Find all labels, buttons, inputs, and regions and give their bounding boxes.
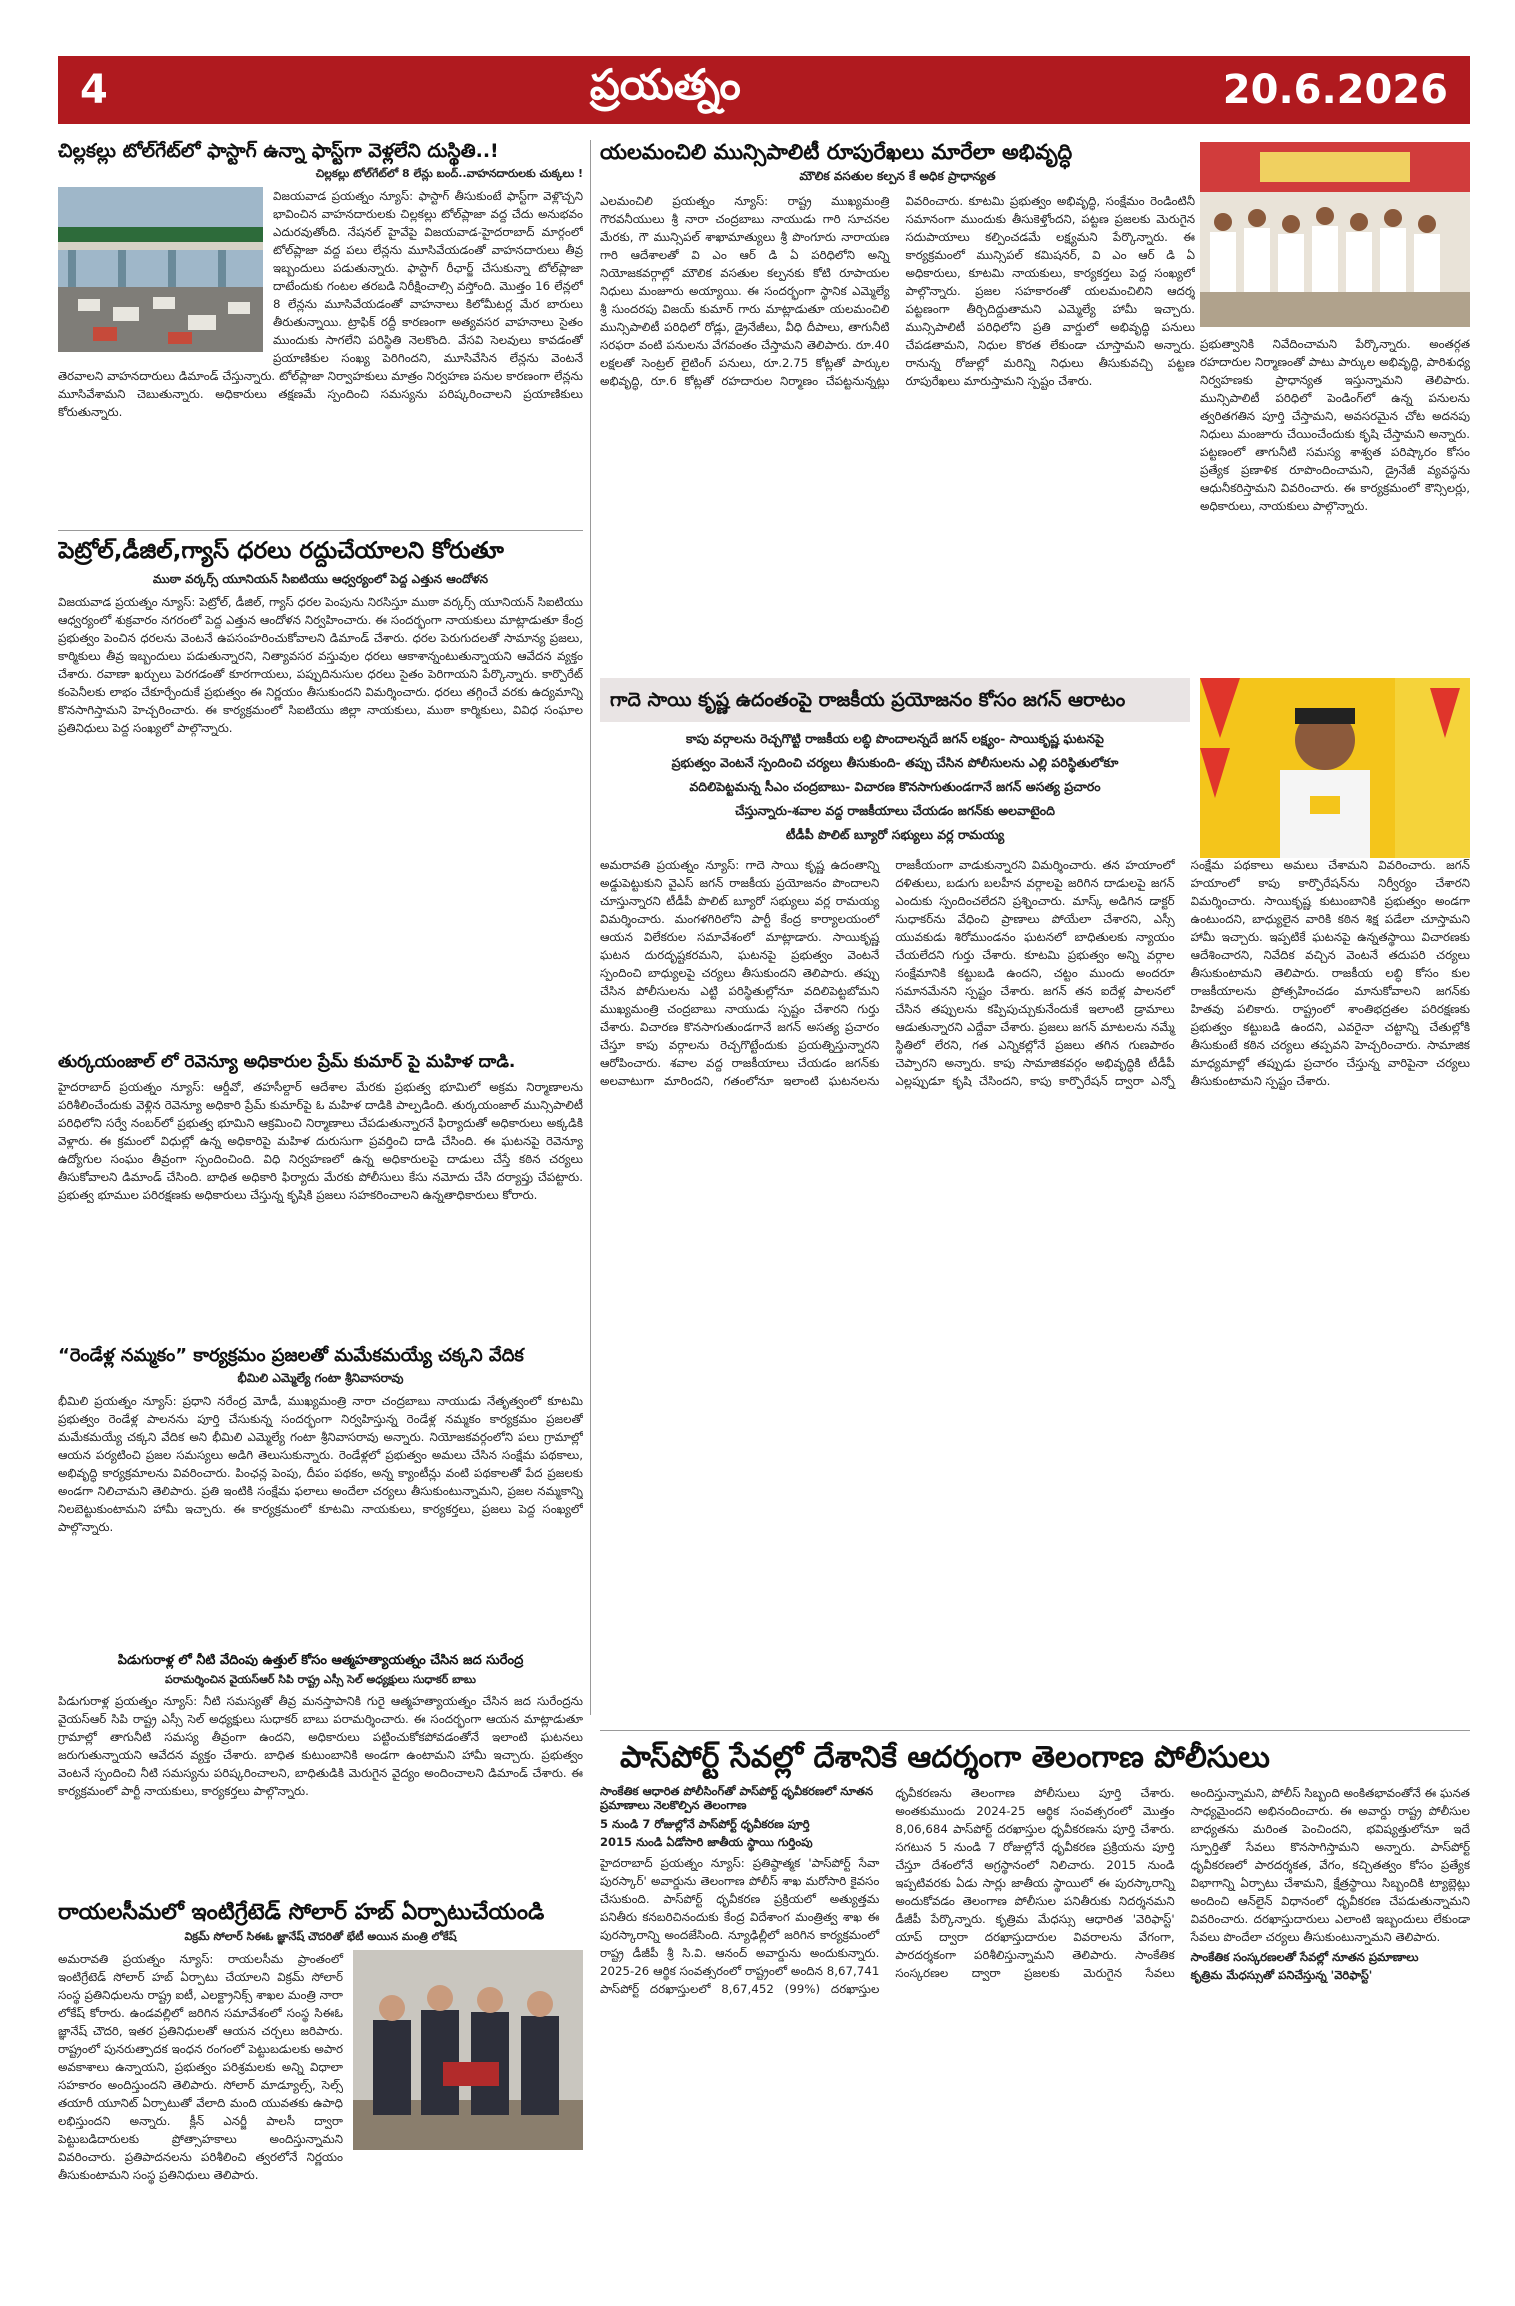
article-body-continued: ప్రభుత్వానికి నివేదించామని పేర్కొన్నారు. అంతర్గత రహదారుల నిర్మాణంతో పాటు పార్కుల అభివృద్ధి, పారిశుధ్య నిర్వహణకు ప్రాధాన్యత ఇస్తున్నామని తెలిపారు. మున్సిపాలిటీ పరిధిలో పెండింగ్‌లో ఉన్న పనులను త్వరితగతిన పూర్తి చేస్తామని, అవసరమైన చోట అదనపు నిధులు మంజూరు చేయించేందుకు కృషి చేస్తామని అన్నారు. పట్టణంలో తాగునీటి సమస్య శాశ్వత పరిష్కారం కోసం ప్రత్యేక ప్రణాళిక రూపొందించామని, డ్రైనేజీ వ్యవస్థను ఆధునీకరిస్తామని వివరించారు. ఈ కార్యక్రమంలో కౌన్సిలర్లు, అధికారులు, నాయకులు పాల్గొన్నారు. <box>1200 337 1470 513</box>
article-headline: రాయలసీమలో ఇంటిగ్రేటెడ్ సోలార్ హబ్ ఏర్పాటుచేయండి <box>58 1900 545 1925</box>
article-rendella-nammakam <box>58 1345 583 1645</box>
paper-name: ప్రయత్నం <box>589 60 741 109</box>
article-body: హైదరాబాద్ ప్రయత్నం న్యూస్: ప్రతిష్ఠాత్మక 'పాస్‌పోర్ట్ సేవా పురస్కార్' అవార్డును తెలంగాణ పోలీస్ శాఖ మరోసారి కైవసం చేసుకుంది. పాస్‌పోర్ట్ ధృవీకరణ ప్రక్రియలో అత్యుత్తమ పనితీరు కనబరిచినందుకు కేంద్ర విదేశాంగ మంత్రిత్వ శాఖ ఈ పురస్కారాన్ని అందజేసింది. న్యూఢిల్లీలో జరిగిన కార్యక్రమంలో రాష్ట్ర డీజీపీ శ్రీ సి.వి. ఆనంద్ అవార్డును అందుకున్నారు. 2025-26 ఆర్థిక సంవత్సరంలో రాష్ట్రంలో అందిన 8,67,741 పాస్‌పోర్ట్ దరఖాస్తులలో 8,67,452 (99%) దరఖాస్తుల ధృవీకరణను తెలంగాణ పోలీసులు పూర్తి చేశారు. అంతకుముందు 2024-25 ఆర్థిక సంవత్సరంలో మొత్తం 8,06,684 పాస్‌పోర్ట్ దరఖాస్తుల ధృవీకరణను పూర్తి చేశారు. సగటున 5 నుండి 7 రోజుల్లోనే ధృవీకరణ ప్రక్రియను పూర్తి చేస్తూ దేశంలోనే అగ్రస్థానంలో నిలిచారు. 2015 నుండి ఇప్పటివరకు ఏడు సార్లు జాతీయ స్థాయిలో ఈ పురస్కారాన్ని అందుకోవడం తెలంగాణ పోలీసుల పనితీరుకు నిదర్శనమని డీజీపీ పేర్కొన్నారు. కృత్రిమ మేధస్సు ఆధారిత 'వెరిఫాస్ట్' యాప్ ద్వారా దరఖాస్తుదారుల వివరాలను వేగంగా, పారదర్శకంగా పరిశీలిస్తున్నామని తెలిపారు. సాంకేతిక సంస్కరణల ద్వారా ప్రజలకు మెరుగైన సేవలు అందిస్తున్నామని, పోలీస్ సిబ్బంది అంకితభావంతోనే ఈ ఘనత సాధ్యమైందని అభినందించారు. ఈ అవార్డు రాష్ట్ర పోలీసుల బాధ్యతను మరింత పెంచిందని, భవిష్యత్తులోనూ ఇదే స్ఫూర్తితో సేవలు కొనసాగిస్తామని అన్నారు. పాస్‌పోర్ట్ ధృవీకరణలో పారదర్శకత, వేగం, కచ్చితత్వం కోసం ప్రత్యేక విభాగాన్ని ఏర్పాటు చేశామని, క్షేత్రస్థాయి సిబ్బందికి ట్యాబ్లెట్లు అందించి ఆన్‌లైన్ విధానంలో ధృవీకరణ చేపడుతున్నామని వివరించారు. దరఖాస్తుదారులు ఎలాంటి ఇబ్బందులు లేకుండా సేవలు పొందేలా చర్యలు తీసుకుంటున్నామని తెలిపారు. <box>600 1786 1470 1996</box>
passport-columns <box>600 1784 1470 1998</box>
article-headline: చిల్లకల్లు టోల్‌గేట్‌లో ఫాస్టాగ్ ఉన్నా ఫాస్ట్‌గా వెళ్లలేని దుస్థితి..! <box>58 140 499 162</box>
article-subheadline: పరామర్శించిన వైయస్ఆర్ సిపి రాష్ట్ర ఎస్సీ సెల్ అధ్యక్షులు సుధాకర్ బాబు <box>165 1672 476 1686</box>
section-label: కృత్రిమ మేధస్సుతో పనిచేస్తున్న 'వెరిఫాస్ట్' <box>1190 1968 1373 1983</box>
article-fuel-prices <box>58 538 583 1043</box>
article-passport <box>600 1740 1470 2296</box>
article-revenue-officer <box>58 1052 583 1337</box>
article-body: పిడుగురాళ్ల ప్రయత్నం న్యూస్: నీటి సమస్యతో తీవ్ర మనస్తాపానికి గురై ఆత్మహత్యాయత్నం చేసిన జద సురేంద్రను వైయస్ఆర్ సిపి రాష్ట్ర ఎస్సీ సెల్ అధ్యక్షులు సుధాకర్ బాబు పరామర్శించారు. ఈ సందర్భంగా ఆయన మాట్లాడుతూ గ్రామాల్లో తాగునీటి సమస్య తీవ్రంగా ఉందని, అధికారులు పట్టించుకోకపోవడంతోనే ఇలాంటి ఘటనలు జరుగుతున్నాయని ఆవేదన వ్యక్తం చేశారు. బాధిత కుటుంబానికి అండగా ఉంటామని హామీ ఇచ్చారు. ప్రభుత్వం వెంటనే స్పందించి నీటి సమస్యను పరిష్కరించాలని, బాధితుడికి మెరుగైన వైద్యం అందించాలని డిమాండ్ చేశారు. ఈ కార్యక్రమంలో పార్టీ నాయకులు, కార్యకర్తలు పాల్గొన్నారు. <box>58 1694 583 1799</box>
article-subheadline: భీమిలి ఎమ్మెల్యే గంటా శ్రీనివాసరావు <box>237 1370 404 1385</box>
article-body: అమరావతి ప్రయత్నం న్యూస్: గాదె సాయి కృష్ణ ఉదంతాన్ని అడ్డుపెట్టుకుని వైఎస్ జగన్ రాజకీయ ప్రయోజనం పొందాలని చూస్తున్నారని టీడీపీ పొలిట్ బ్యూరో సభ్యులు వర్ల రామయ్య విమర్శించారు. మంగళగిరిలోని పార్టీ కేంద్ర కార్యాలయంలో ఆయన విలేకరుల సమావేశంలో మాట్లాడారు. సాయికృష్ణ ఘటన దురదృష్టకరమని, ఘటనపై ప్రభుత్వం వెంటనే స్పందించి బాధ్యులపై చర్యలు తీసుకుందని తెలిపారు. తప్పు చేసిన పోలీసులను ఎట్టి పరిస్థితుల్లోనూ వదిలిపెట్టబోమని ముఖ్యమంత్రి చంద్రబాబు నాయుడు స్పష్టం చేశారని గుర్తు చేశారు. విచారణ కొనసాగుతుండగానే జగన్ అసత్య ప్రచారం చేస్తూ కాపు వర్గాలను రెచ్చగొట్టేందుకు ప్రయత్నిస్తున్నారని ఆరోపించారు. శవాల వద్ద రాజకీయాలు చేయడం జగన్‌కు అలవాటుగా మారిందని, గతంలోనూ ఇలాంటి ఘటనలను రాజకీయంగా వాడుకున్నారని విమర్శించారు. తన హయాంలో దళితులు, బడుగు బలహీన వర్గాలపై జరిగిన దాడులపై జగన్ ఎందుకు స్పందించలేదని ప్రశ్నించారు. మాస్క్ అడిగిన డాక్టర్ సుధాకర్‌ను వేధించి ప్రాణాలు పోయేలా చేశారని, ఎస్సీ యువకుడు శిరోముండనం ఘటనలో బాధితులకు న్యాయం చేయలేదని గుర్తు చేశారు. కూటమి ప్రభుత్వం అన్ని వర్గాల సంక్షేమానికి కట్టుబడి ఉందని, చట్టం ముందు అందరూ సమానమేనని స్పష్టం చేశారు. జగన్ తన ఐదేళ్ల పాలనలో చేసిన తప్పులను కప్పిపుచ్చుకునేందుకే ఇలాంటి డ్రామాలు ఆడుతున్నారని ఎద్దేవా చేశారు. ప్రజలు జగన్ మాటలను నమ్మే స్థితిలో లేరని, గత ఎన్నికల్లోనే ప్రజలు తగిన గుణపాఠం చెప్పారని అన్నారు. కాపు సామాజికవర్గం అభివృద్ధికి టీడీపీ ఎల్లప్పుడూ కృషి చేసిందని, కాపు కార్పొరేషన్ ద్వారా ఎన్నో సంక్షేమ పథకాలు అమలు చేశామని వివరించారు. జగన్ హయాంలో కాపు కార్పొరేషన్‌ను నిర్వీర్యం చేశారని విమర్శించారు. సాయికృష్ణ కుటుంబానికి ప్రభుత్వం అండగా ఉంటుందని, బాధ్యులైన వారికి కఠిన శిక్ష పడేలా చూస్తామని హామీ ఇచ్చారు. ఇప్పటికే ఘటనపై ఉన్నతస్థాయి విచారణకు ఆదేశించారని, నివేదిక వచ్చిన వెంటనే తదుపరి చర్యలు తీసుకుంటామని తెలిపారు. రాజకీయ లబ్ధి కోసం కుల రాజకీయాలను ప్రోత్సహించడం మానుకోవాలని జగన్‌కు హితవు పలికారు. రాష్ట్రంలో శాంతిభద్రతల పరిరక్షణకు ప్రభుత్వం కట్టుబడి ఉందని, ఎవరైనా చట్టాన్ని చేతుల్లోకి తీసుకుంటే కఠిన చర్యలు తప్పవని హెచ్చరించారు. సామాజిక మాధ్యమాల్లో తప్పుడు ప్రచారం చేస్తున్న వారిపైనా చర్యలు తీసుకుంటామని స్పష్టం చేశారు. <box>600 858 1470 1088</box>
issue-date: 20.6.2026 <box>1222 67 1448 113</box>
section-label: సాంకేతిక సంస్కరణలతో సేవల్లో నూతన ప్రమాణాలు <box>1190 1950 1419 1964</box>
article-toll <box>58 140 583 525</box>
section-label: సాంకేతిక ఆధారిత పోలీసింగ్‌తో పాస్‌పోర్ట్ ధృవీకరణలో నూతన ప్రమాణాలు నెలకొల్పిన తెలంగాణ <box>600 1784 874 1813</box>
article-headline: గాదె సాయి కృష్ణ ఉదంతంపై రాజకీయ ప్రయోజనం కోసం జగన్ ఆరాటం <box>610 688 1126 711</box>
subheadline-line: కాపు వర్గాలను రెచ్చగొట్టి రాజకీయ లబ్ధి పొందాలన్నదే జగన్ లక్ష్యం- సాయికృష్ణ ఘటనపై <box>686 731 1104 746</box>
public-meeting-photo <box>1200 142 1470 327</box>
article-piduguralla <box>58 1653 583 1893</box>
masthead <box>58 56 1470 124</box>
subheadline-line: వదిలిపెట్టమన్న సీఎం చంద్రబాబు- విచారణ కొనసాగుతుండగానే జగన్ అసత్య ప్రచారం <box>689 779 1101 794</box>
article-body: విజయవాడ ప్రయత్నం న్యూస్: ఫాస్టాగ్ తీసుకుంటే ఫాస్ట్‌గా వెళ్లొచ్చని భావించిన వాహనదారులకు చిల్లకల్లు టోల్‌ప్లాజా వద్ద చేదు అనుభవం ఎదురవుతోంది. నేషనల్ హైవేపై విజయవాడ-హైదరాబాద్ మార్గంలో టోల్‌ప్లాజా వద్ద పలు లేన్లను మూసివేయడంతో వాహనదారులు తీవ్ర ఇబ్బందులు పడుతున్నారు. ఫాస్టాగ్ రీఛార్జ్ చేసుకున్నా టోల్‌ప్లాజా దాటేందుకు గంటల తరబడి నిరీక్షించాల్సి వస్తోంది. మొత్తం 16 లేన్లలో 8 లేన్లను మూసివేయడంతో వాహనాలు కిలోమీటర్ల మేర బారులు తీరుతున్నాయి. ట్రాఫిక్ రద్దీ కారణంగా అత్యవసర వాహనాలు సైతం ముందుకు సాగలేని పరిస్థితి నెలకొంది. వేసవి సెలవులు కావడంతో ప్రయాణికుల సంఖ్య పెరిగిందని, మూసివేసిన లేన్లను వెంటనే తెరవాలని వాహనదారులు డిమాండ్ చేస్తున్నారు. టోల్‌ప్లాజా నిర్వాహకులు మాత్రం నిర్వహణ పనుల కారణంగా లేన్లను మూసివేశామని చెబుతున్నారు. అధికారులు తక్షణమే స్పందించి సమస్యను పరిష్కరించాలని ప్రయాణికులు కోరుతున్నారు. <box>58 188 583 419</box>
article-subheadlines <box>600 727 1190 847</box>
solar-meeting-photo <box>353 1950 583 2150</box>
article-body: విజయవాడ ప్రయత్నం న్యూస్: పెట్రోల్, డీజిల్, గ్యాస్ ధరల పెంపును నిరసిస్తూ ముఠా వర్కర్స్ యూనియన్ సిఐటియు ఆధ్వర్యంలో శుక్రవారం నగరంలో పెద్ద ఎత్తున ఆందోళన నిర్వహించారు. ఈ సందర్భంగా నాయకులు మాట్లాడుతూ కేంద్ర ప్రభుత్వం పెంచిన ధరలను వెంటనే ఉపసంహరించుకోవాలని డిమాండ్ చేశారు. ధరల పెరుగుదలతో సామాన్య ప్రజలు, కార్మికులు తీవ్ర ఇబ్బందులు పడుతున్నారని, నిత్యావసర వస్తువుల ధరలు ఆకాశాన్నంటుతున్నాయని ఆవేదన వ్యక్తం చేశారు. రవాణా ఖర్చులు పెరగడంతో కూరగాయలు, పప్పుదినుసుల ధరలు సైతం పెరిగాయని పేర్కొన్నారు. కార్పొరేట్ కంపెనీలకు లాభం చేకూర్చేందుకే ప్రభుత్వం ఈ నిర్ణయం తీసుకుందని విమర్శించారు. ధరలు తగ్గించే వరకు ఉద్యమాన్ని కొనసాగిస్తామని హెచ్చరించారు. ఈ కార్యక్రమంలో సిఐటియు జిల్లా నాయకులు, ముఠా కార్మికులు, వివిధ సంఘాల ప్రతినిధులు పెద్ద సంఖ్యలో పాల్గొన్నారు. <box>58 594 583 735</box>
divider <box>58 530 583 531</box>
article-subheadline: ముఠా వర్కర్స్ యూనియన్ సిఐటియు ఆధ్వర్యంలో పెద్ద ఎత్తున ఆందోళన <box>152 571 489 586</box>
page-number: 4 <box>80 67 108 113</box>
article-headline: పెట్రోల్,డీజిల్,గ్యాస్ ధరలు రద్దుచేయాలని కోరుతూ <box>58 538 504 564</box>
divider <box>600 1730 1470 1731</box>
article-headline: యలమంచిలి మున్సిపాలిటీ రూపురేఖలు మారేలా అభివృద్ధి <box>600 140 1073 164</box>
article-yalamanchili <box>600 140 1195 670</box>
article-yalamanchili-continued <box>1200 335 1470 670</box>
article-headline: తుర్కయంజాల్ లో రెవెన్యూ అధికారుల ప్రేమ్ కుమార్ పై మహిళ దాడి. <box>58 1052 516 1072</box>
banner-headline <box>600 678 1190 722</box>
article-body: అమరావతి ప్రయత్నం న్యూస్: రాయలసీమ ప్రాంతంలో ఇంటిగ్రేటెడ్ సోలార్ హబ్ ఏర్పాటు చేయాలని విక్రమ్ సోలార్ సంస్థ ప్రతినిధులను రాష్ట్ర ఐటీ, ఎలక్ట్రానిక్స్ శాఖల మంత్రి నారా లోకేష్ కోరారు. ఉండవల్లిలో జరిగిన సమావేశంలో సంస్థ సిఈఓ జ్ఞానేష్ చౌదరి, ఇతర ప్రతినిధులతో ఆయన చర్చలు జరిపారు. రాష్ట్రంలో పునరుత్పాదక ఇంధన రంగంలో పెట్టుబడులకు అపార అవకాశాలు ఉన్నాయని, ప్రభుత్వం పరిశ్రమలకు అన్ని విధాలా సహకారం అందిస్తుందని తెలిపారు. సోలార్ మాడ్యూల్స్, సెల్స్ తయారీ యూనిట్ ఏర్పాటుతో వేలాది మంది యువతకు ఉపాధి లభిస్తుందని అన్నారు. క్లీన్ ఎనర్జీ పాలసీ ద్వారా పెట్టుబడిదారులకు ప్రోత్సాహకాలు అందిస్తున్నామని వివరించారు. ప్రతిపాదనలను పరిశీలించి త్వరలోనే నిర్ణయం తీసుకుంటామని సంస్థ ప్రతినిధులు తెలిపారు. <box>58 1952 343 2183</box>
subheadline-line: టీడీపీ పొలిట్ బ్యూరో సభ్యులు వర్ల రామయ్య <box>785 827 1005 842</box>
column-divider <box>590 140 591 1715</box>
article-body: ఎలమంచిలి ప్రయత్నం న్యూస్: రాష్ట్ర ముఖ్యమంత్రి గౌరవనీయులు శ్రీ నారా చంద్రబాబు నాయుడు గారి సూచనల మేరకు, గౌ మున్సిపల్ శాఖామాత్యులు శ్రీ పొంగూరు నారాయణ గారి ఆదేశాలతో వి ఎం ఆర్ డి ఏ పరిధిలోని అన్ని నియోజకవర్గాల్లో మౌలిక వసతుల కల్పనకు కోటి రూపాయల నిధులు మంజూరు అయ్యాయి. ఈ సందర్భంగా స్థానిక ఎమ్మెల్యే శ్రీ సుందరపు విజయ్ కుమార్ గారు మాట్లాడుతూ యలమంచిలి మున్సిపాలిటీ పరిధిలో రోడ్లు, డ్రైనేజీలు, వీధి దీపాలు, తాగునీటి సరఫరా వంటి పనులను వేగవంతం చేస్తామని తెలిపారు. రూ.40 లక్షలతో సెంట్రల్ లైటింగ్ పనులు, రూ.2.75 కోట్లతో పార్కుల అభివృద్ధి, రూ.6 కోట్లతో రహదారుల నిర్మాణం చేపట్టనున్నట్లు వివరించారు. కూటమి ప్రభుత్వం అభివృద్ధి, సంక్షేమం రెండింటినీ సమానంగా ముందుకు తీసుకెళ్తోందని, పట్టణ ప్రజలకు మెరుగైన సదుపాయాలు కల్పించడమే లక్ష్యమని పేర్కొన్నారు. ఈ కార్యక్రమంలో మున్సిపల్ కమిషనర్, వి ఎం ఆర్ డి ఏ అధికారులు, కూటమి నాయకులు, కార్యకర్తలు పెద్ద సంఖ్యలో పాల్గొన్నారు. ప్రజల సహకారంతో యలమంచిలిని ఆదర్శ పట్టణంగా తీర్చిదిద్దుతామని ఎమ్మెల్యే హామీ ఇచ్చారు. మున్సిపాలిటీ పరిధిలోని ప్రతి వార్డులో అభివృద్ధి పనులు చేపడతామని, నిధుల కొరత లేకుండా చూస్తామని అన్నారు. రానున్న రోజుల్లో మరిన్ని నిధులు తీసుకువచ్చి పట్టణ రూపురేఖలు మారుస్తామని స్పష్టం చేశారు. <box>600 194 1195 389</box>
article-headline: “రెండేళ్ల నమ్మకం” కార్యక్రమం ప్రజలతో మమేకమయ్యే చక్కని వేదిక <box>58 1345 524 1366</box>
speaker-photo <box>1200 678 1470 858</box>
subheadline-line: ప్రభుత్వం వెంటనే స్పందించి చర్యలు తీసుకుంది- తప్పు చేసిన పోలీసులను ఎల్లి పరిస్థితులోకూ <box>671 755 1119 770</box>
subheadline-line: చేస్తున్నారు-శవాల వద్ద రాజకీయాలు చేయడం జగన్‌కు అలవాటైంది <box>735 803 1055 818</box>
article-body: భీమిలి ప్రయత్నం న్యూస్: ప్రధాని నరేంద్ర మోడీ, ముఖ్యమంత్రి నారా చంద్రబాబు నాయుడు నేతృత్వంలో కూటమి ప్రభుత్వం రెండేళ్ల పాలనను పూర్తి చేసుకున్న సందర్భంగా నిర్వహిస్తున్న రెండేళ్ల నమ్మకం కార్యక్రమం ప్రజలతో మమేకమయ్యే చక్కని వేదిక అని భీమిలి ఎమ్మెల్యే గంటా శ్రీనివాసరావు అన్నారు. నియోజకవర్గంలోని పలు గ్రామాల్లో ఆయన పర్యటించి ప్రజల సమస్యలు అడిగి తెలుసుకున్నారు. రెండేళ్లలో ప్రభుత్వం అమలు చేసిన సంక్షేమ పథకాలు, అభివృద్ధి కార్యక్రమాలను వివరించారు. పింఛన్ల పెంపు, దీపం పథకం, అన్న క్యాంటీన్లు వంటి పథకాలతో పేద ప్రజలకు అండగా నిలిచామని తెలిపారు. ప్రతి ఇంటికి సంక్షేమ ఫలాలు అందేలా చర్యలు తీసుకుంటున్నామని, ప్రజల నమ్మకాన్ని నిలబెట్టుకుంటామని హామీ ఇచ్చారు. ఈ కార్యక్రమంలో కూటమి నాయకులు, కార్యకర్తలు, ప్రజలు పెద్ద సంఖ్యలో పాల్గొన్నారు. <box>58 1393 583 1534</box>
article-subheadline: చిల్లకల్లు టోల్‌గేట్‌లో 8 లేన్లు బంద్..వాహనదారులకు చుక్కలు ! <box>315 166 583 180</box>
article-subheadline: మౌలిక వసతుల కల్పన కే అధిక ప్రాధాన్యత <box>799 169 996 184</box>
article-solar-hub <box>58 1900 583 2290</box>
section-label: 2015 నుండి ఏడోసారి జాతీయ స్థాయి గుర్తింపు <box>600 1835 813 1850</box>
section-label: 5 నుండి 7 రోజుల్లోనే పాస్‌పోర్ట్ ధృవీకరణ పూర్తి <box>600 1816 810 1831</box>
article-headline: పిడుగురాళ్ల లో నీటి వేదింపు ఉత్తుల్ కోసం ఆత్మహత్యాయత్నం చేసిన జద సురేంద్ర <box>117 1653 524 1668</box>
article-subheadline: విక్రమ్ సోలార్ సిఈఓ జ్ఞానేష్ చౌదరితో భేటీ అయిన మంత్రి లోకేష్ <box>184 1930 457 1944</box>
toll-plaza-photo <box>58 187 263 352</box>
article-body: హైదరాబాద్ ప్రయత్నం న్యూస్: ఆర్డీవో, తహసీల్దార్ ఆదేశాల మేరకు ప్రభుత్వ భూమిలో అక్రమ నిర్మాణాలను పరిశీలించేందుకు వెళ్లిన రెవెన్యూ అధికారి ప్రేమ్ కుమార్‌పై ఓ మహిళ దాడికి పాల్పడింది. తుర్కయంజాల్ మున్సిపాలిటీ పరిధిలోని సర్వే నంబర్‌లో ప్రభుత్వ భూమిని ఆక్రమించి నిర్మాణాలు చేపడుతున్నారనే ఫిర్యాదుతో అధికారులు అక్కడికి వెళ్లారు. ఈ క్రమంలో విధుల్లో ఉన్న అధికారిపై మహిళ దురుసుగా ప్రవర్తించి దాడి చేసింది. ఈ ఘటనపై రెవెన్యూ ఉద్యోగుల సంఘం తీవ్రంగా స్పందించింది. విధి నిర్వహణలో ఉన్న అధికారులపై దాడులు చేస్తే కఠిన చర్యలు తీసుకోవాలని డిమాండ్ చేసింది. బాధిత అధికారి ఫిర్యాదు మేరకు పోలీసులు కేసు నమోదు చేసి దర్యాప్తు చేపట్టారు. ప్రభుత్వ భూముల పరిరక్షణకు అధికారులు చేస్తున్న కృషికి ప్రజలు సహకరించాలని ఉన్నతాధికారులు కోరారు. <box>58 1080 583 1203</box>
article-headline: పాస్‌పోర్ట్ సేవల్లో దేశానికే ఆదర్శంగా తెలంగాణ పోలీసులు <box>620 1740 1270 1775</box>
article-gade-sai-krishna <box>600 856 1470 1726</box>
